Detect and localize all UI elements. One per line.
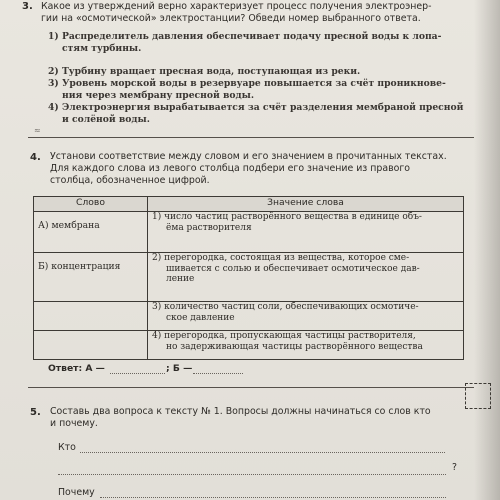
- question-3-text: [41, 1, 432, 25]
- meaning-4-line-2: но задерживающая частицы растворённого вещества: [166, 341, 423, 352]
- question-5-line-1: Составь два вопроса к тексту № 1. Вопросы должны начинаться со слов кто: [50, 406, 431, 417]
- option-3-line-1: 3) Уровень морской воды в резервуаре повышается за счёт проникнове-: [48, 78, 446, 89]
- meaning-1: [148, 212, 464, 253]
- column-header-word: Слово: [34, 197, 148, 212]
- meaning-3: [148, 302, 464, 331]
- question-mark: ?: [452, 462, 457, 473]
- question-3-number: 3.: [22, 1, 33, 12]
- question-3-option-4[interactable]: [48, 102, 463, 125]
- why-label: Почему: [58, 487, 95, 498]
- table-row: [34, 331, 464, 360]
- meaning-3-line-2: ское давление: [166, 312, 235, 323]
- page-shadow: [474, 0, 500, 500]
- question-4-number: 4.: [30, 152, 41, 163]
- pencil-mark-icon: ≈: [34, 126, 41, 135]
- who-label: Кто: [58, 442, 76, 453]
- option-2-line-1: 2) Турбину вращает пресная вода, поступающая из реки.: [48, 66, 361, 77]
- answer-b-field[interactable]: [193, 373, 243, 374]
- table-header-row: [34, 197, 464, 212]
- question-3-line-1: Какое из утверждений верно характеризует процесс получения электроэнер-: [41, 1, 432, 12]
- who-answer-line-2[interactable]: [58, 474, 446, 475]
- meaning-2-line-2: шивается с солью и обеспечивает осмотическое дав-: [166, 263, 420, 274]
- word-b: Б) концентрация: [34, 253, 148, 302]
- divider-line: [28, 387, 474, 388]
- empty-cell: [34, 302, 148, 331]
- why-answer-line[interactable]: [100, 497, 446, 498]
- option-1-line-2: стям турбины.: [62, 42, 142, 54]
- question-4-line-2: Для каждого слова из левого столбца подбери его значение из правого: [50, 163, 411, 174]
- question-3-line-2: гии на «осмотической» электростанции? Обведи номер выбранного ответа.: [41, 13, 421, 24]
- matching-table: [33, 196, 464, 360]
- question-5-number: 5.: [30, 407, 41, 418]
- table-row: [34, 212, 464, 253]
- question-3-option-2[interactable]: [48, 66, 360, 78]
- meaning-3-line-1: 3) количество частиц соли, обеспечивающих осмотиче-: [152, 302, 419, 312]
- divider-line: [28, 137, 474, 138]
- meaning-1-line-1: 1) число частиц растворённого вещества в единице объ-: [152, 212, 422, 222]
- table-row: [34, 302, 464, 331]
- option-4-line-1: 4) Электроэнергия вырабатывается за счёт разделения мембраной пресной: [48, 102, 464, 113]
- answer-b-label: ; Б —: [166, 363, 193, 374]
- meaning-2-line-3: ление: [166, 274, 195, 284]
- meaning-4: [148, 331, 464, 360]
- meaning-2-line-1: 2) перегородка, состоящая из вещества, которое сме-: [152, 253, 410, 263]
- option-4-line-2: и солёной воды.: [62, 113, 150, 125]
- question-4-line-1: Установи соответствие между словом и его значением в прочитанных текстах.: [50, 151, 447, 162]
- question-4-text: [50, 151, 447, 187]
- meaning-2: [148, 253, 464, 302]
- question-5-text: [50, 406, 431, 430]
- question-3-option-3[interactable]: [48, 78, 446, 101]
- meaning-1-line-2: ёма растворителя: [166, 222, 252, 233]
- who-answer-line-1[interactable]: [80, 452, 445, 453]
- empty-cell: [34, 331, 148, 360]
- option-1-line-1: 1) Распределитель давления обеспечивает подачу пресной воды к лопа-: [48, 31, 442, 42]
- meaning-4-line-1: 4) перегородка, пропускающая частицы растворителя,: [152, 331, 416, 341]
- answer-a-field[interactable]: [110, 373, 165, 374]
- question-4-line-3: столбца, обозначенное цифрой.: [50, 175, 210, 186]
- table-row: [34, 253, 464, 302]
- question-3-option-1[interactable]: [48, 31, 441, 54]
- option-3-line-2: ния через мембрану пресной воды.: [62, 89, 255, 101]
- column-header-meaning: Значение слова: [148, 197, 464, 212]
- question-5-line-2: и почему.: [50, 418, 98, 429]
- answer-a-label: Ответ: А —: [48, 363, 105, 374]
- word-a: А) мембрана: [34, 212, 148, 253]
